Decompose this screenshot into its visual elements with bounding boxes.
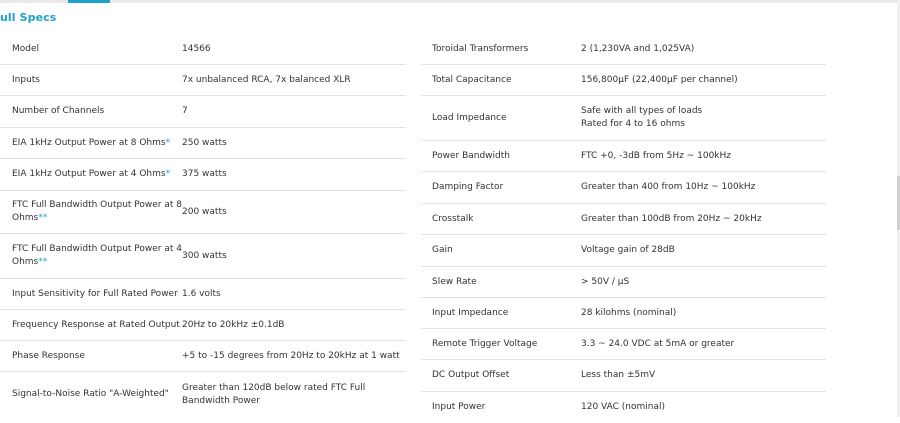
spec-row-input-sensitivity: [0, 279, 406, 310]
spec-value: +5 to -15 degrees from 20Hz to 20kHz at 1 watt: [182, 350, 400, 361]
spec-value: > 50V / µS: [581, 276, 630, 287]
specs-left-column: [0, 34, 406, 417]
spec-row-crosstalk: [421, 204, 826, 235]
spec-label: Model: [12, 43, 40, 54]
spec-label: Remote Trigger Voltage: [432, 338, 538, 349]
spec-row-ftc-8ohm: [0, 191, 406, 234]
spec-value: Greater than 120dB below rated FTC Full Bandwidth Power: [182, 382, 366, 406]
spec-value: 200 watts: [182, 206, 227, 217]
spec-label: Phase Response: [12, 350, 85, 361]
spec-row-eia-4ohm: [0, 159, 406, 191]
spec-row-snr: [0, 372, 406, 417]
spec-row-dc-output-offset: [421, 360, 826, 392]
spec-value: 3.3 ~ 24.0 VDC at 5mA or greater: [581, 338, 735, 349]
spec-row-power-bandwidth: [421, 141, 826, 172]
spec-value: 14566: [182, 43, 211, 54]
footnote-star: *: [165, 137, 171, 148]
spec-label: Number of Channels: [12, 106, 105, 116]
spec-row-model: [0, 34, 406, 65]
spec-row-phase-response: [0, 341, 406, 372]
spec-label: EIA 1kHz Output Power at 8 Ohms*: [12, 137, 171, 148]
spec-row-total-capacitance: [421, 65, 826, 96]
top-tab-bar: [0, 0, 900, 3]
spec-value: 2 (1,230VA and 1,025VA): [581, 43, 695, 54]
spec-row-remote-trigger-voltage: [421, 329, 826, 360]
footnote-star: **: [38, 213, 48, 223]
spec-label: FTC Full Bandwidth Output Power at 4 Ohms**: [12, 244, 182, 267]
spec-label: Input Power: [432, 402, 486, 412]
specs-right-column: [421, 34, 826, 423]
spec-row-ftc-4ohm: [0, 234, 406, 279]
spec-value: 300 watts: [182, 250, 227, 261]
spec-label: Frequency Response at Rated Output: [12, 319, 180, 330]
spec-label: Power Bandwidth: [432, 150, 510, 161]
active-tab-indicator[interactable]: [68, 0, 110, 3]
spec-row-input-power: [421, 392, 826, 423]
spec-row-frequency-response: [0, 310, 406, 341]
section-title: ull Specs: [0, 11, 57, 24]
spec-row-input-impedance: [421, 298, 826, 329]
spec-value: 156,800µF (22,400µF per channel): [581, 74, 738, 85]
spec-row-slew-rate: [421, 267, 826, 298]
spec-value: Greater than 400 from 10Hz ~ 100kHz: [581, 182, 756, 192]
spec-label: Signal-to-Noise Ratio "A-Weighted": [12, 389, 169, 399]
spec-value: Safe with all types of loads Rated for 4 to 16 ohms: [581, 106, 703, 129]
spec-row-toroidal-transformers: [421, 34, 826, 65]
footnote-star: *: [165, 169, 171, 179]
spec-row-channels: [0, 96, 406, 128]
spec-row-inputs: [0, 65, 406, 96]
spec-label: FTC Full Bandwidth Output Power at 8 Ohms**: [12, 200, 182, 223]
footnote-star: **: [38, 257, 48, 267]
spec-row-eia-8ohm: [0, 128, 406, 159]
spec-value: FTC +0, -3dB from 5Hz ~ 100kHz: [581, 150, 732, 161]
spec-value: 7x unbalanced RCA, 7x balanced XLR: [182, 74, 351, 85]
spec-label: Slew Rate: [432, 276, 477, 287]
spec-value: 7: [182, 106, 188, 116]
spec-row-damping-factor: [421, 172, 826, 204]
spec-value: Voltage gain of 28dB: [581, 245, 675, 255]
spec-label: Gain: [432, 245, 453, 255]
spec-row-gain: [421, 235, 826, 267]
spec-value: 250 watts: [182, 137, 227, 148]
spec-value: Greater than 100dB from 20Hz ~ 20kHz: [581, 213, 762, 224]
spec-value: 20Hz to 20kHz ±0.1dB: [182, 319, 285, 330]
spec-label: EIA 1kHz Output Power at 4 Ohms*: [12, 169, 171, 179]
spec-label: Input Sensitivity for Full Rated Power: [12, 288, 178, 299]
spec-label: Load Impedance: [432, 112, 507, 123]
spec-value: 28 kilohms (nominal): [581, 307, 677, 318]
spec-label: Damping Factor: [432, 182, 504, 192]
spec-label: DC Output Offset: [432, 370, 510, 380]
spec-value: 120 VAC (nominal): [581, 402, 665, 412]
spec-row-load-impedance: [421, 96, 826, 141]
spec-value: Less than ±5mV: [581, 370, 656, 380]
spec-value: 375 watts: [182, 169, 227, 179]
spec-label: Input Impedance: [432, 307, 509, 318]
spec-value: 1.6 volts: [182, 288, 221, 299]
spec-label: Inputs: [12, 74, 40, 85]
spec-label: Crosstalk: [432, 213, 474, 224]
spec-label: Total Capacitance: [432, 74, 512, 85]
spec-label: Toroidal Transformers: [432, 43, 529, 54]
